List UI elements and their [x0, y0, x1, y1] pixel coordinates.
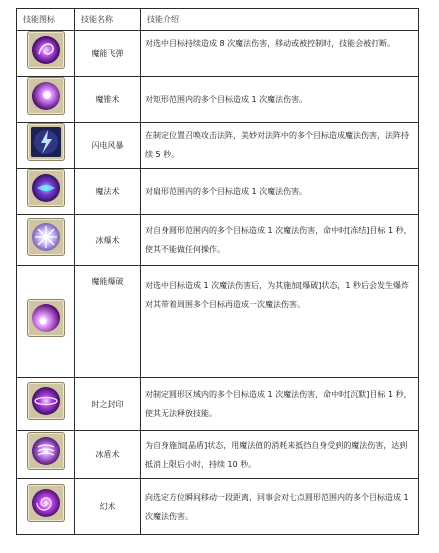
purple-orb-cone-icon — [27, 77, 65, 115]
skill-description: 对扇形范围内的多个目标造成 1 次魔法伤害。 — [141, 169, 419, 215]
ice-burst-icon — [27, 218, 65, 256]
skill-name: 冰爆术 — [75, 215, 141, 266]
skill-name: 闪电风暴 — [75, 123, 141, 169]
header-icon: 技能图标 — [17, 9, 75, 31]
skill-description: 对选中目标持续造成 8 次魔法伤害，移动或被控制时，技能会被打断。 — [141, 31, 419, 77]
table-row — [17, 378, 419, 431]
purple-orb-swirl-icon — [27, 31, 65, 69]
skill-name: 魔法术 — [75, 169, 141, 215]
skill-name: 魔能飞弹 — [75, 31, 141, 77]
time-seal-icon — [27, 382, 65, 420]
table-row — [17, 479, 419, 535]
table-row — [17, 266, 419, 378]
header-name: 技能名称 — [75, 9, 141, 31]
lightning-storm-icon — [27, 123, 65, 161]
header-desc: 技能介绍 — [141, 9, 419, 31]
table-row — [17, 31, 419, 77]
skill-table — [16, 8, 419, 535]
table-row — [17, 215, 419, 266]
illusion-vortex-icon — [27, 484, 65, 522]
skill-description: 向选定方位瞬间移动一段距离，同事会对七点圆形范围内的多个目标造成 1 次魔法伤害。 — [141, 479, 419, 535]
table-row — [17, 169, 419, 215]
skill-name: 幻术 — [75, 479, 141, 535]
skill-description: 对矩形范围内的多个目标造成 1 次魔法伤害。 — [141, 77, 419, 123]
table-row — [17, 77, 419, 123]
ice-shield-icon — [27, 432, 65, 470]
table-row — [17, 431, 419, 479]
skill-name: 魔锥术 — [75, 77, 141, 123]
skill-name: 时之封印 — [75, 378, 141, 431]
skill-name: 冰盾术 — [75, 431, 141, 479]
skill-description: 对制定圆形区域内的多个目标造成 1 次魔法伤害，命中时[沉默]目标 1 秒，使其无法释放技能。 — [141, 378, 419, 431]
skill-description: 在制定位置召唤攻击法阵，美妙对法阵中的多个目标造成魔法伤害，法阵持续 5 秒。 — [141, 123, 419, 169]
magic-explosion-icon — [27, 299, 65, 337]
skill-description: 对自身圆形范围内的多个目标造成 1 次魔法伤害，命中时[冻结]目标 1 秒，使其不能做任何操作。 — [141, 215, 419, 266]
skill-name: 魔能爆破 — [75, 266, 141, 378]
table-row — [17, 123, 419, 169]
skill-description: 为自身施加[晶盾]状态，用魔法值的消耗来抵挡自身受到的魔法伤害，达到抵消上限后小时，持续 10 秒。 — [141, 431, 419, 479]
magic-missile-icon — [27, 169, 65, 207]
table-header-row — [17, 9, 419, 31]
skill-description: 对选中目标造成 1 次魔法伤害后，为其施加[爆破]状态，1 秒后会发生爆炸对其带着周围多个目标再造成一次魔法伤害。 — [141, 266, 419, 378]
